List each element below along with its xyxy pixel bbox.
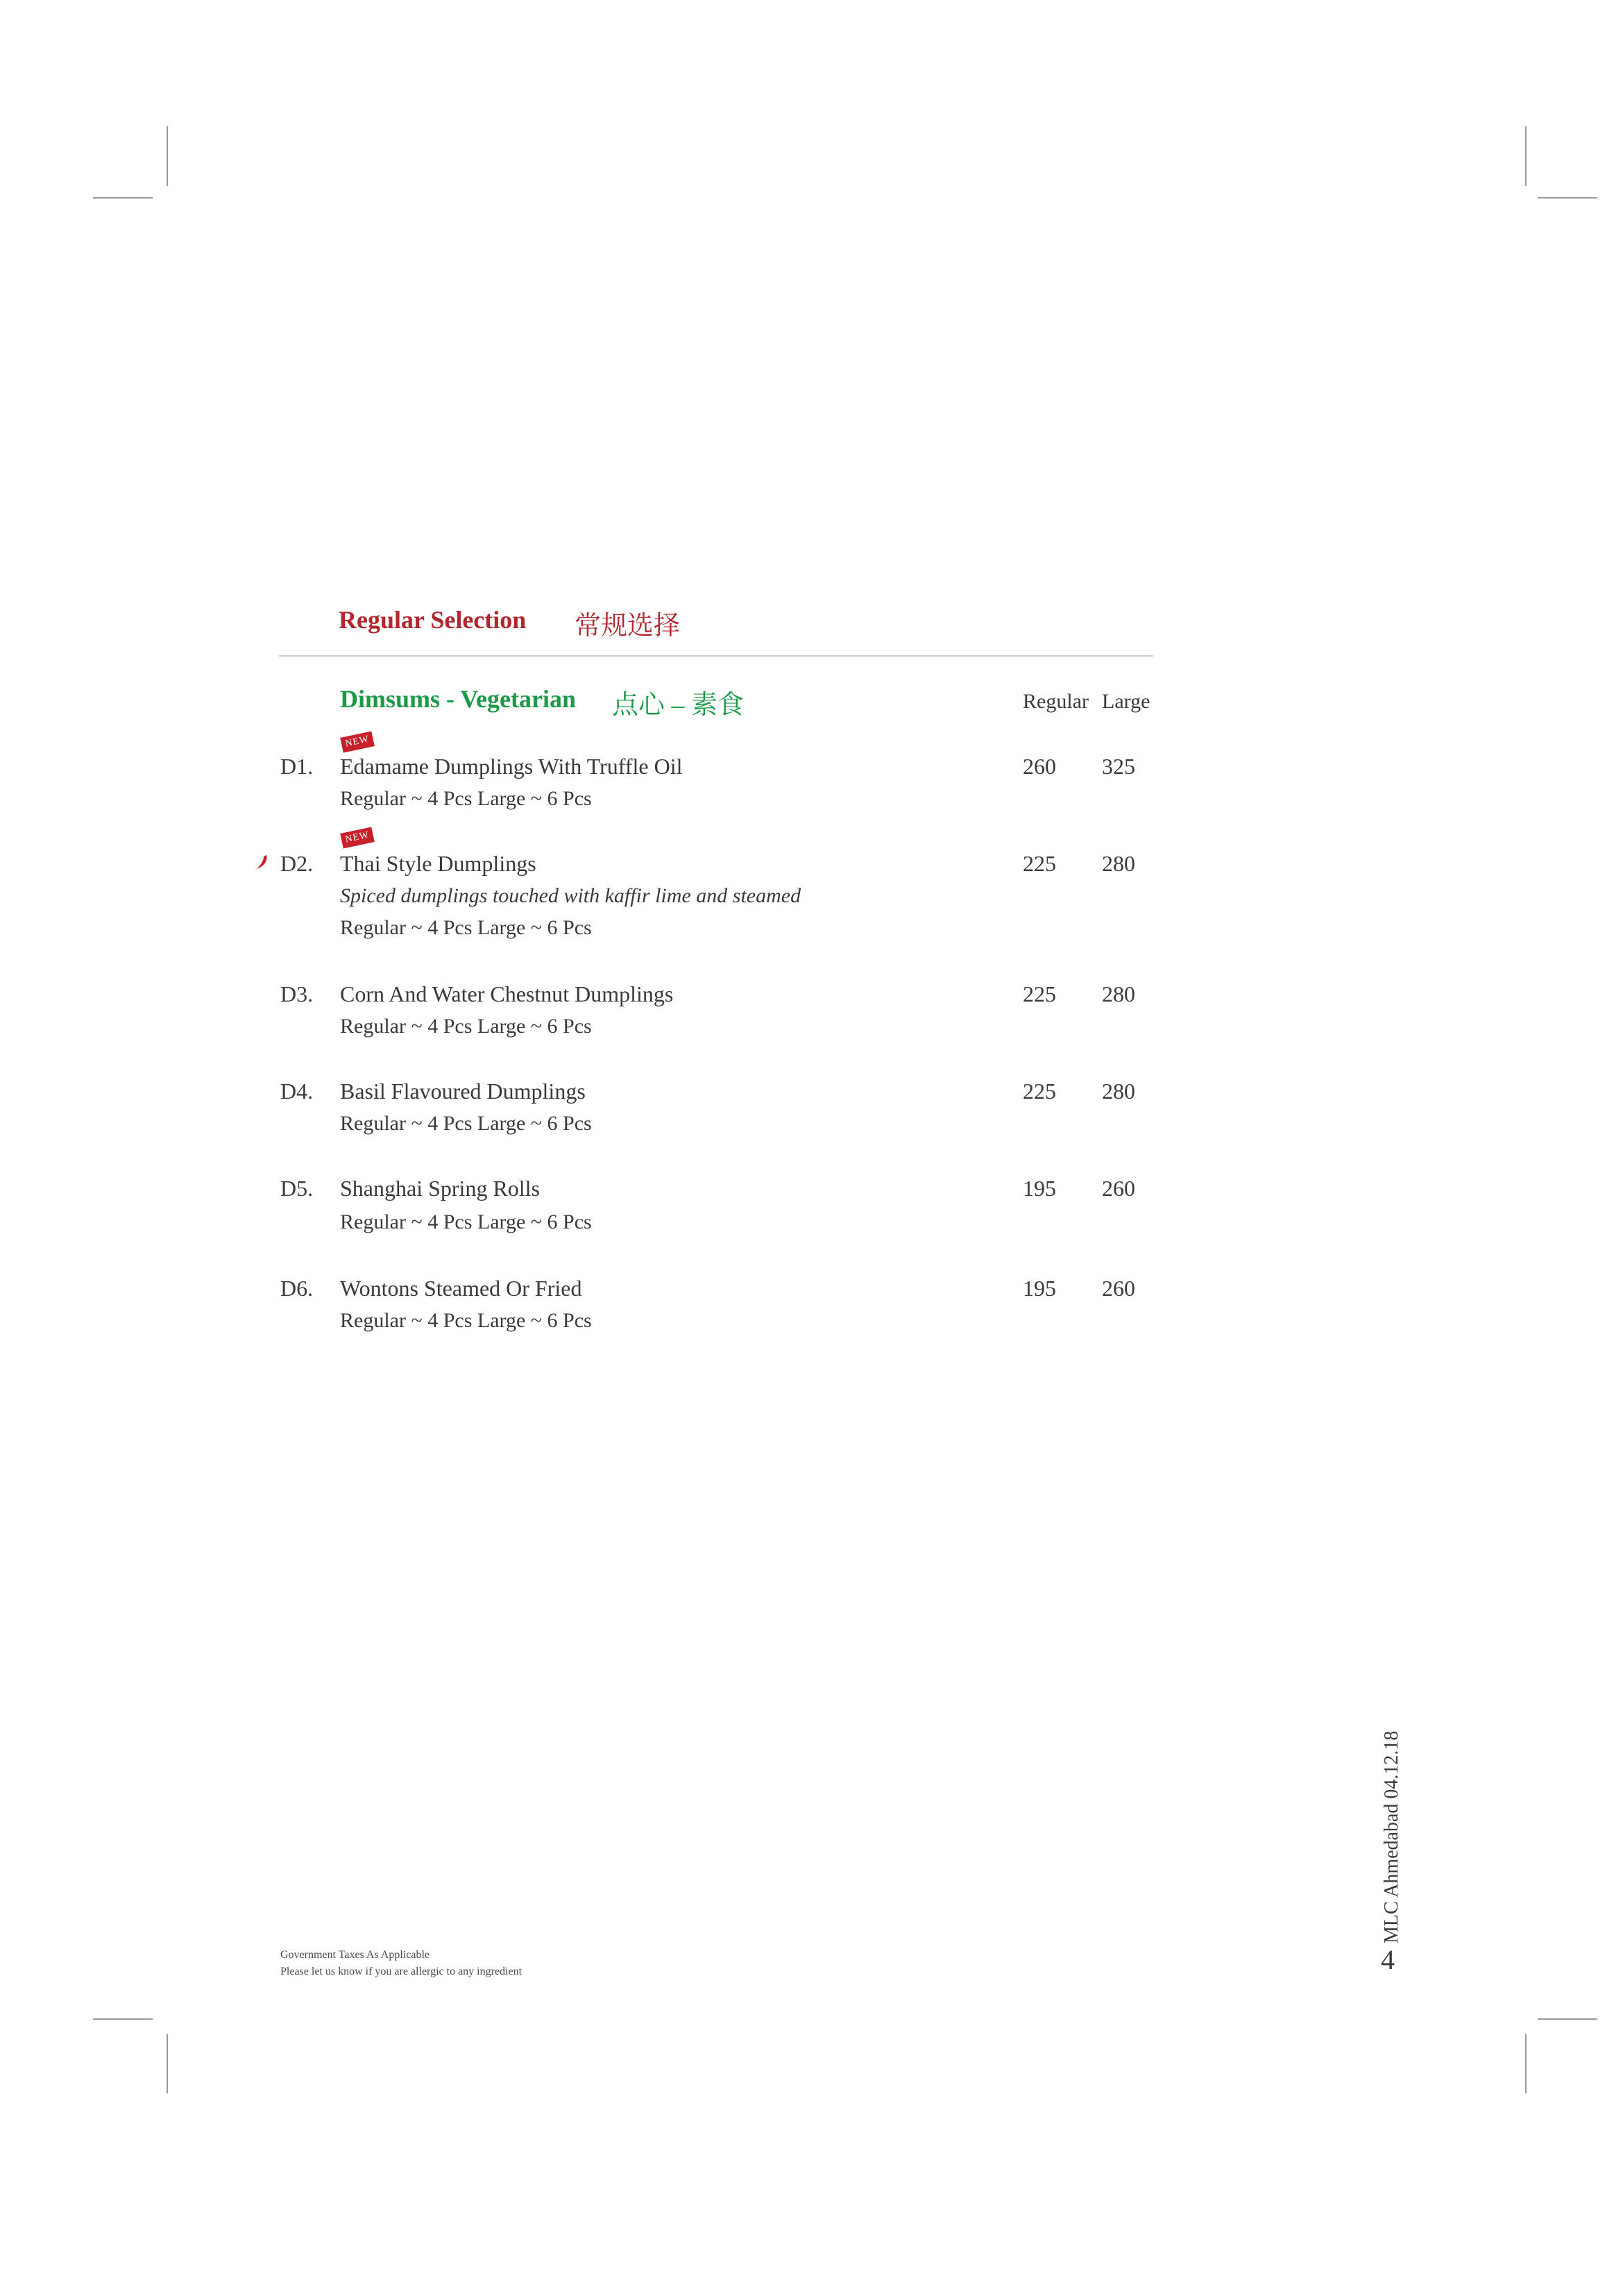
item-price-large: 280 bbox=[1102, 1079, 1135, 1104]
item-code: D3. bbox=[280, 981, 314, 1006]
item-name: Corn And Water Chestnut Dumplings bbox=[340, 981, 674, 1006]
crop-mark bbox=[93, 2018, 153, 2020]
crop-mark bbox=[167, 2034, 168, 2093]
item-code: D6. bbox=[280, 1276, 314, 1301]
item-portion: Regular ~ 4 Pcs Large ~ 6 Pcs bbox=[340, 1015, 592, 1038]
item-portion: Regular ~ 4 Pcs Large ~ 6 Pcs bbox=[340, 1309, 592, 1332]
new-badge-icon: NEW bbox=[340, 731, 375, 752]
item-code: D1. bbox=[280, 754, 314, 779]
item-code: D5. bbox=[280, 1176, 314, 1201]
item-code: D4. bbox=[280, 1079, 314, 1104]
footer-allergy-note: Please let us know if you are allergic to any ingredient bbox=[280, 1966, 522, 1977]
item-price-large: 260 bbox=[1102, 1276, 1135, 1301]
item-name: Basil Flavoured Dumplings bbox=[340, 1079, 586, 1104]
footer-taxes-note: Government Taxes As Applicable bbox=[280, 1949, 430, 1961]
crop-mark bbox=[1538, 2018, 1597, 2020]
subsection-title-chinese: 点心 – 素食 bbox=[612, 691, 745, 720]
section-divider bbox=[279, 655, 1153, 657]
section-title: Regular Selection bbox=[339, 606, 527, 634]
chili-icon bbox=[254, 854, 269, 870]
item-price-regular: 225 bbox=[1023, 981, 1056, 1006]
page-number: 4 bbox=[1381, 1944, 1395, 1975]
footer-version-stamp: MLC Ahmedabad 04.12.18 bbox=[1381, 1730, 1402, 1943]
item-price-large: 280 bbox=[1102, 981, 1135, 1006]
item-portion: Regular ~ 4 Pcs Large ~ 6 Pcs bbox=[340, 787, 592, 810]
item-description: Spiced dumplings touched with kaffir lime and steamed bbox=[340, 884, 801, 907]
new-badge-icon: NEW bbox=[340, 827, 375, 848]
item-price-regular: 195 bbox=[1023, 1176, 1056, 1201]
item-price-regular: 195 bbox=[1023, 1276, 1056, 1301]
item-portion: Regular ~ 4 Pcs Large ~ 6 Pcs bbox=[340, 916, 592, 939]
item-price-regular: 225 bbox=[1023, 1079, 1056, 1104]
item-portion: Regular ~ 4 Pcs Large ~ 6 Pcs bbox=[340, 1112, 592, 1135]
item-price-large: 260 bbox=[1102, 1176, 1135, 1201]
crop-mark bbox=[167, 126, 168, 186]
item-code: D2. bbox=[280, 851, 314, 876]
crop-mark bbox=[93, 197, 153, 199]
column-header-regular: Regular bbox=[1023, 690, 1089, 713]
item-name: Wontons Steamed Or Fried bbox=[340, 1276, 582, 1301]
column-header-large: Large bbox=[1102, 690, 1150, 713]
item-price-regular: 225 bbox=[1023, 851, 1056, 876]
item-portion: Regular ~ 4 Pcs Large ~ 6 Pcs bbox=[340, 1210, 592, 1233]
item-name: Shanghai Spring Rolls bbox=[340, 1176, 541, 1201]
section-title-chinese: 常规选择 bbox=[575, 611, 681, 641]
item-price-large: 325 bbox=[1102, 754, 1135, 779]
crop-mark bbox=[1525, 126, 1527, 186]
subsection-title: Dimsums - Vegetarian bbox=[340, 685, 576, 713]
item-name: Edamame Dumplings With Truffle Oil bbox=[340, 754, 683, 779]
item-price-regular: 260 bbox=[1023, 754, 1056, 779]
crop-mark bbox=[1538, 197, 1597, 199]
crop-mark bbox=[1525, 2034, 1527, 2093]
item-name: Thai Style Dumplings bbox=[340, 851, 536, 876]
item-price-large: 280 bbox=[1102, 851, 1135, 876]
